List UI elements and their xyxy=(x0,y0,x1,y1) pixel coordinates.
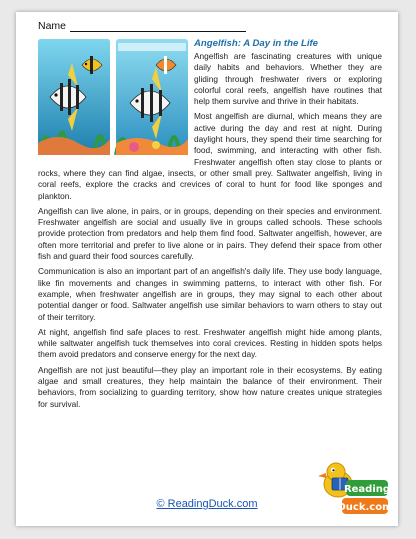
readingduck-link[interactable]: © ReadingDuck.com xyxy=(156,498,258,510)
paragraph-5: At night, angelfish find safe places to rest. Freshwater angelfish might hide among plants, while saltwater angelfish tuck themselves into coral crevices. Resting in hidden spots helps them avoid predators and conserve energy for the next day. xyxy=(38,326,382,360)
paragraph-3: Angelfish can live alone, in pairs, or in groups, depending on their species and environment. Freshwater angelfish are social and usually live in groups called schools. These schools provide protection from predators and help them find food. Saltwater angelfish, however, are often more territorial and prefer to live alone or in pairs. They defend their space from other fish and guard their food sources carefully. xyxy=(38,205,382,262)
logo-word-reading: Reading xyxy=(343,484,390,495)
logo-word-duck: Duck.com xyxy=(337,502,390,513)
name-label: Name xyxy=(38,20,67,32)
passage-title: Angelfish: A Day in the Life xyxy=(194,38,319,49)
name-field-row xyxy=(38,20,246,32)
paragraph-1: Angelfish are fascinating creatures with unique daily habits and behaviors. Whether they are gliding through freshwater rivers or exploring colorful coral reefs, angelfish have routines that help them survive and thrive in their habitats. xyxy=(194,51,382,107)
readingduck-logo xyxy=(316,454,390,520)
reading-passage xyxy=(38,38,382,414)
angelfish-illustration xyxy=(38,39,188,155)
paragraph-4: Communication is also an important part of an angelfish's daily life. They use body language, like fin movements and changes in swimming patterns, to interact with other fish. For example, when freshwater angelfish are in groups, they may signal to each other about potential danger or food. Saltwater angelfish use similar behaviors to warn others to stay out of their territory. xyxy=(38,266,382,322)
paragraph-6: Angelfish are not just beautiful—they play an important role in their ecosystems. By eating algae and small creatures, they help maintain the balance of their environment. Their behaviors, from socializing to guarding territory, show how nature creates unique strategies for survival. xyxy=(38,364,382,409)
paragraph-2: Most angelfish are diurnal, which means they are active during the day and rest at night. During daylight hours, they spend their time searching for food, swimming, and interacting with other fish. Freshwater angelfish often stay close to plants or rocks, where they can find algae, insects, or other small prey. Saltwater angelfish, living in coral reefs, explore the cracks and crevices of coral to hunt for food like sponges and plankton. xyxy=(38,111,382,201)
name-write-line[interactable] xyxy=(70,22,246,32)
worksheet-page xyxy=(16,12,398,526)
